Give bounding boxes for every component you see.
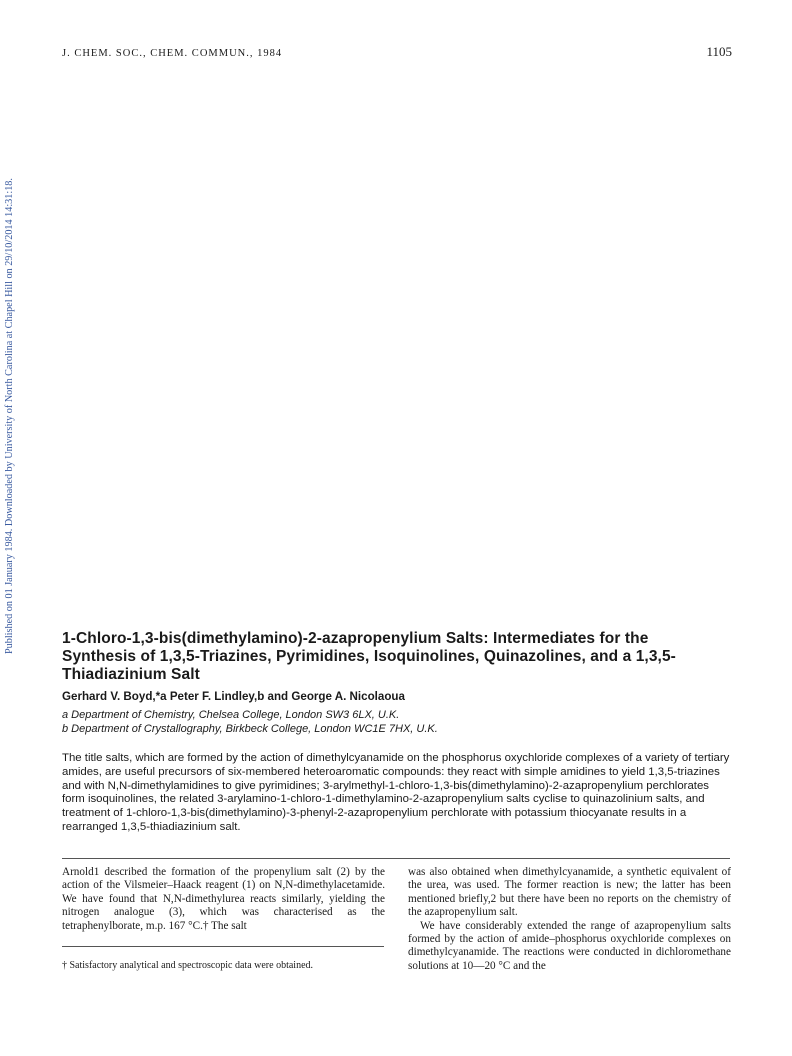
page-header	[62, 44, 732, 60]
article-title: 1-Chloro-1,3-bis(dimethylamino)-2-azapropenylium Salts: Intermediates for the Synthesis of 1,3,5-Triazines, Pyrimidines, Isoquinolines, Quinazolines, and a 1,3,5-Thiadiazinium Salt	[62, 630, 676, 683]
abstract: The title salts, which are formed by the action of dimethylcyanamide on the phosphorus oxychloride complexes of a variety of tertiary amides, are useful precursors of six-membered heteroaromatic compounds: they react with simple amidines to yield 1,3,5-triazines and with N,N-dimethylamidines to give pyrimidines; 3-arylmethyl-1-chloro-1,3-bis(dimethylamino)-2-azapropenylium perchlorates form isoquinolines, the related 3-arylamino-1-chloro-1-dimethylamino-2-azapropenylium salts cyclise to quinazolinium salts, and treatment of 1-chloro-1,3-bis(dimethylamino)-3-phenyl-2-azapropenylium perchlorate with potassium thiocyanate results in a rearranged 1,3,5-thiadiazinium salt.	[62, 752, 730, 833]
section-divider	[62, 858, 730, 859]
affiliations	[62, 708, 742, 736]
footnote-divider	[62, 946, 384, 947]
body-paragraph: We have considerably extended the range of azapropenylium salts formed by the action of amide–phosphorus oxychloride complexes on dimethylcyanamide. The reactions were conducted in dichloromethane solutions at 10—20 °C and the	[408, 919, 731, 972]
body-paragraph: Arnold1 described the formation of the propenylium salt (2) by the action of the Vilsmeier–Haack reagent (1) on N,N-dimethylacetamide. We have found that N,N-dimethylurea reacts similarly, yielding the nitrogen analogue (3), which was characterised as the tetraphenylborate, m.p. 167 °C.† The salt	[62, 866, 385, 932]
affiliation-b: b Department of Crystallography, Birkbeck College, London WC1E 7HX, U.K.	[62, 723, 438, 735]
affiliation-a: a Department of Chemistry, Chelsea College, London SW3 6LX, U.K.	[62, 709, 400, 721]
body-column-right	[408, 866, 731, 973]
download-notice	[4, 154, 18, 654]
page-number: 1105	[706, 44, 732, 59]
body-column-left	[62, 866, 385, 933]
footnote: † Satisfactory analytical and spectroscopic data were obtained.	[62, 960, 314, 971]
download-notice-text[interactable]: Published on 01 January 1984. Downloaded by University of North Carolina at Chapel Hill on 29/10/2014 14:31:18.	[4, 178, 15, 654]
body-paragraph: was also obtained when dimethylcyanamide, a synthetic equivalent of the urea, was used. The former reaction is new; the latter has been mentioned briefly,2 but there have been no reports on the chemistry of the azapropenylium salt.	[408, 866, 731, 919]
author-list: Gerhard V. Boyd,*a Peter F. Lindley,b and George A. Nicolaoua	[62, 690, 405, 703]
journal-citation: J. CHEM. SOC., CHEM. COMMUN., 1984	[62, 48, 283, 59]
